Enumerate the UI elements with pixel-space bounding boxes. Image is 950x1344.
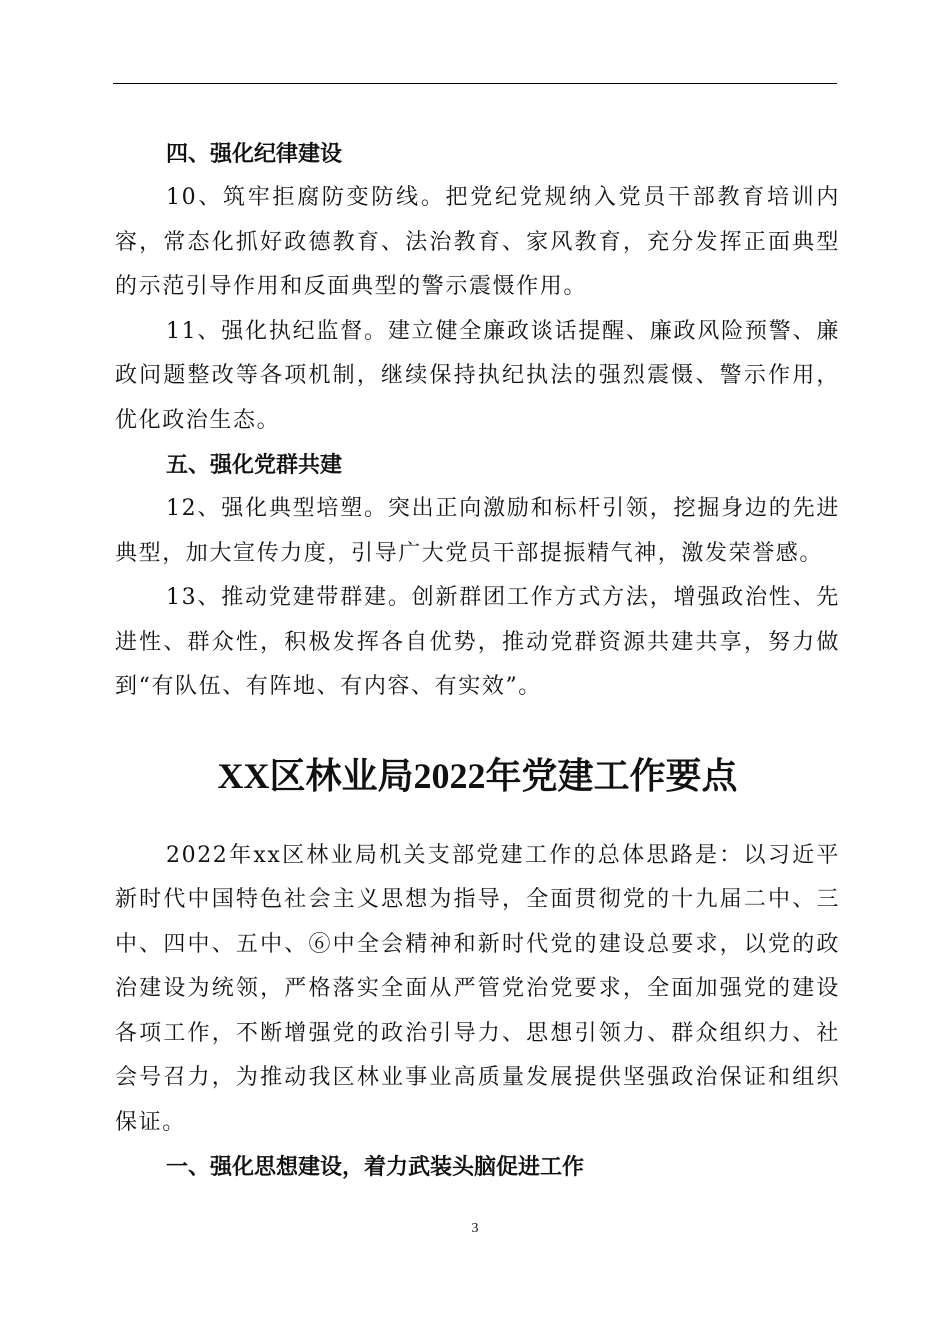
section-heading-thought: 一、强化思想建设，着力武装头脑促进工作 [166, 1154, 585, 1180]
section-heading-discipline: 四、强化纪律建设 [166, 141, 343, 167]
paragraph-item-13: 13、推动党建带群建。创新群团工作方式方法，增强政治性、先进性、群众性，积极发挥各自优势，推动党群资源共建共享，努力做到“有队伍、有阵地、有内容、有实效”。 [115, 585, 840, 699]
header-rule [113, 83, 837, 84]
paragraph-item-10: 10、筑牢拒腐防变防线。把党纪党规纳入党员干部教育培训内容，常态化抓好政德教育、法治教育、家风教育，充分发挥正面典型的示范引导作用和反面典型的警示震慑作用。 [115, 185, 840, 299]
page-number: 3 [471, 1221, 479, 1236]
intro-paragraph: 2022年xx区林业局机关支部党建工作的总体思路是：以习近平新时代中国特色社会主义思想为指导，全面贯彻党的十九届二中、三中、四中、五中、⑥中全会精神和新时代党的建设总要求，以党的政治建设为统领，严格落实全面从严管党治党要求，全面加强党的建设各项工作，不断增强党的政治引导力、思想引领力、群众组织力、社会号召力，为推动我区林业事业高质量发展提供坚强政治保证和组织保证。 [115, 842, 840, 1135]
document-title: XX区林业局2022年党建工作要点 [217, 755, 738, 796]
section-heading-party-mass: 五、强化党群共建 [166, 452, 343, 478]
document-body [115, 132, 840, 1189]
paragraph-item-11: 11、强化执纪监督。建立健全廉政谈话提醒、廉政风险预警、廉政问题整改等各项机制，继续保持执纪执法的强烈震慑、警示作用，优化政治生态。 [115, 318, 840, 433]
paragraph-item-12: 12、强化典型培塑。突出正向激励和标杆引领，挖掘身边的先进典型，加大宣传力度，引导广大党员干部提振精气神，激发荣誉感。 [115, 496, 840, 566]
